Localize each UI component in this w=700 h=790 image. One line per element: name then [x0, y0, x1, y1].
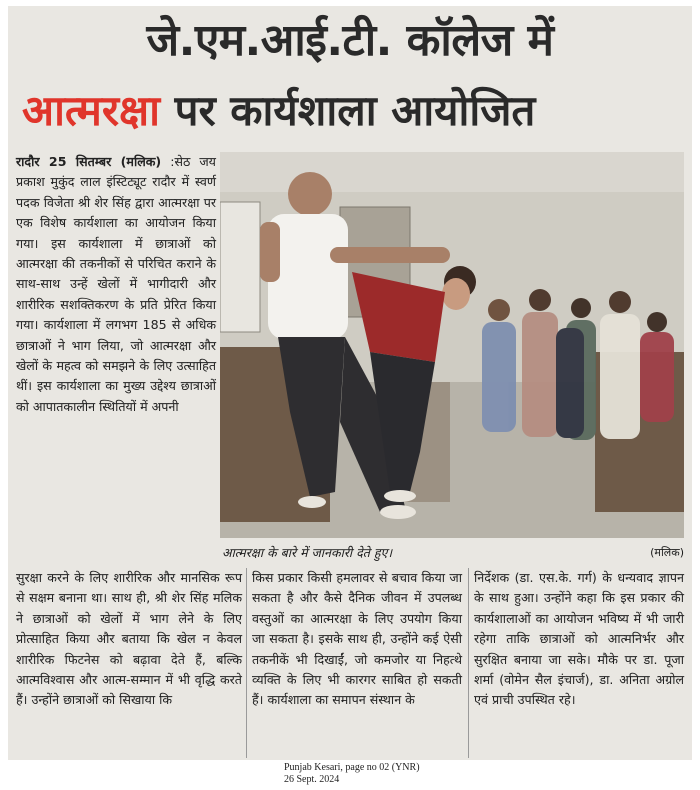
article-photo	[220, 152, 684, 538]
dateline: रादौर 25 सितम्बर (मलिक)	[16, 154, 162, 169]
source-date: 26 Sept. 2024	[284, 774, 340, 785]
article-column-2: किस प्रकार किसी हमलावर से बचाव किया जा सकता है और कैसे दैनिक जीवन में उपलब्ध वस्तुओं का आत्मरक्षा के लिए उपयोग किया जा सकता है। इसके साथ ही, उन्होंने कई ऐसी तकनीकें भी दिखाईं, जो कमजोर या निहत्थे व्यक्ति के लिए भी कारगर साबित हो सकती हैं। कार्यशाला का समापन संस्थान के	[252, 570, 462, 708]
headline-line2-rest: पर कार्यशाला आयोजित	[160, 86, 536, 135]
article-column-1	[16, 152, 216, 417]
column-divider	[468, 568, 469, 758]
photo-caption: आत्मरक्षा के बारे में जानकारी देते हुए।	[222, 545, 393, 560]
source-name: Punjab Kesari, page no 02 (YNR)	[284, 762, 420, 773]
article-text-col1: :सेठ जय प्रकाश मुकुंद लाल इंस्टिट्यूट रादौर में स्वर्ण पदक विजेता श्री शेर सिंह द्वारा आत्मरक्षा पर एक विशेष कार्यशाला का आयोजन किया गया। इस कार्यशाला में छात्राओं को आत्मरक्षा की तकनीकों से परिचित कराने के साथ-साथ उन्हें खेलों में भागीदारी और शारीरिक सशक्तिकरण के प्रति प्रेरित किया गया। कार्यशाला में लगभग 185 से अधिक छात्राओं ने भाग लिया, जो आत्मरक्षा और खेलों के महत्व को समझने के लिए उत्साहित थीं। इस कार्यशाला का मुख्य उद्देश्य छात्राओं को आपातकालीन स्थितियों में अपनी	[16, 154, 216, 414]
column-divider	[246, 568, 247, 758]
photo-credit: (मलिक)	[650, 546, 684, 559]
newspaper-clipping	[8, 6, 692, 760]
article-column-3: निर्देशक (डा. एस.के. गर्ग) के धन्यवाद ज्ञापन के साथ हुआ। उन्होंने कहा कि इस प्रकार की कार्यशालाओं का आयोजन भविष्य में भी जारी रहेगा ताकि छात्राओं को आत्मनिर्भर और सुरक्षित बनाया जा सके। मौके पर डा. पूजा शर्मा (वोमेन सैल इंचार्ज), डा. अनिता अग्रोल एवं प्राची उपस्थित रहे।	[474, 570, 684, 708]
photo-caption-row	[222, 542, 684, 564]
photo-illustration	[220, 152, 684, 538]
headline-highlight: आत्मरक्षा	[22, 86, 161, 135]
source-footer	[284, 762, 420, 786]
headline-line2	[22, 80, 682, 142]
article-column-1b: सुरक्षा करने के लिए शारीरिक और मानसिक रूप से सक्षम बनाना था। साथ ही, श्री शेर सिंह मलिक ने छात्राओं को खेलों में भाग लेने के लिए प्रोत्साहित किया और बताया कि खेल न केवल शारीरिक फिटनेस को बढ़ावा देते हैं, बल्कि आत्मविश्वास और आत्म-सम्मान में भी वृद्धि करते हैं। उन्होंने छात्राओं को सिखाया कि	[16, 570, 242, 708]
headline-line1: जे.एम.आई.टी. कॉलेज में	[146, 15, 554, 66]
